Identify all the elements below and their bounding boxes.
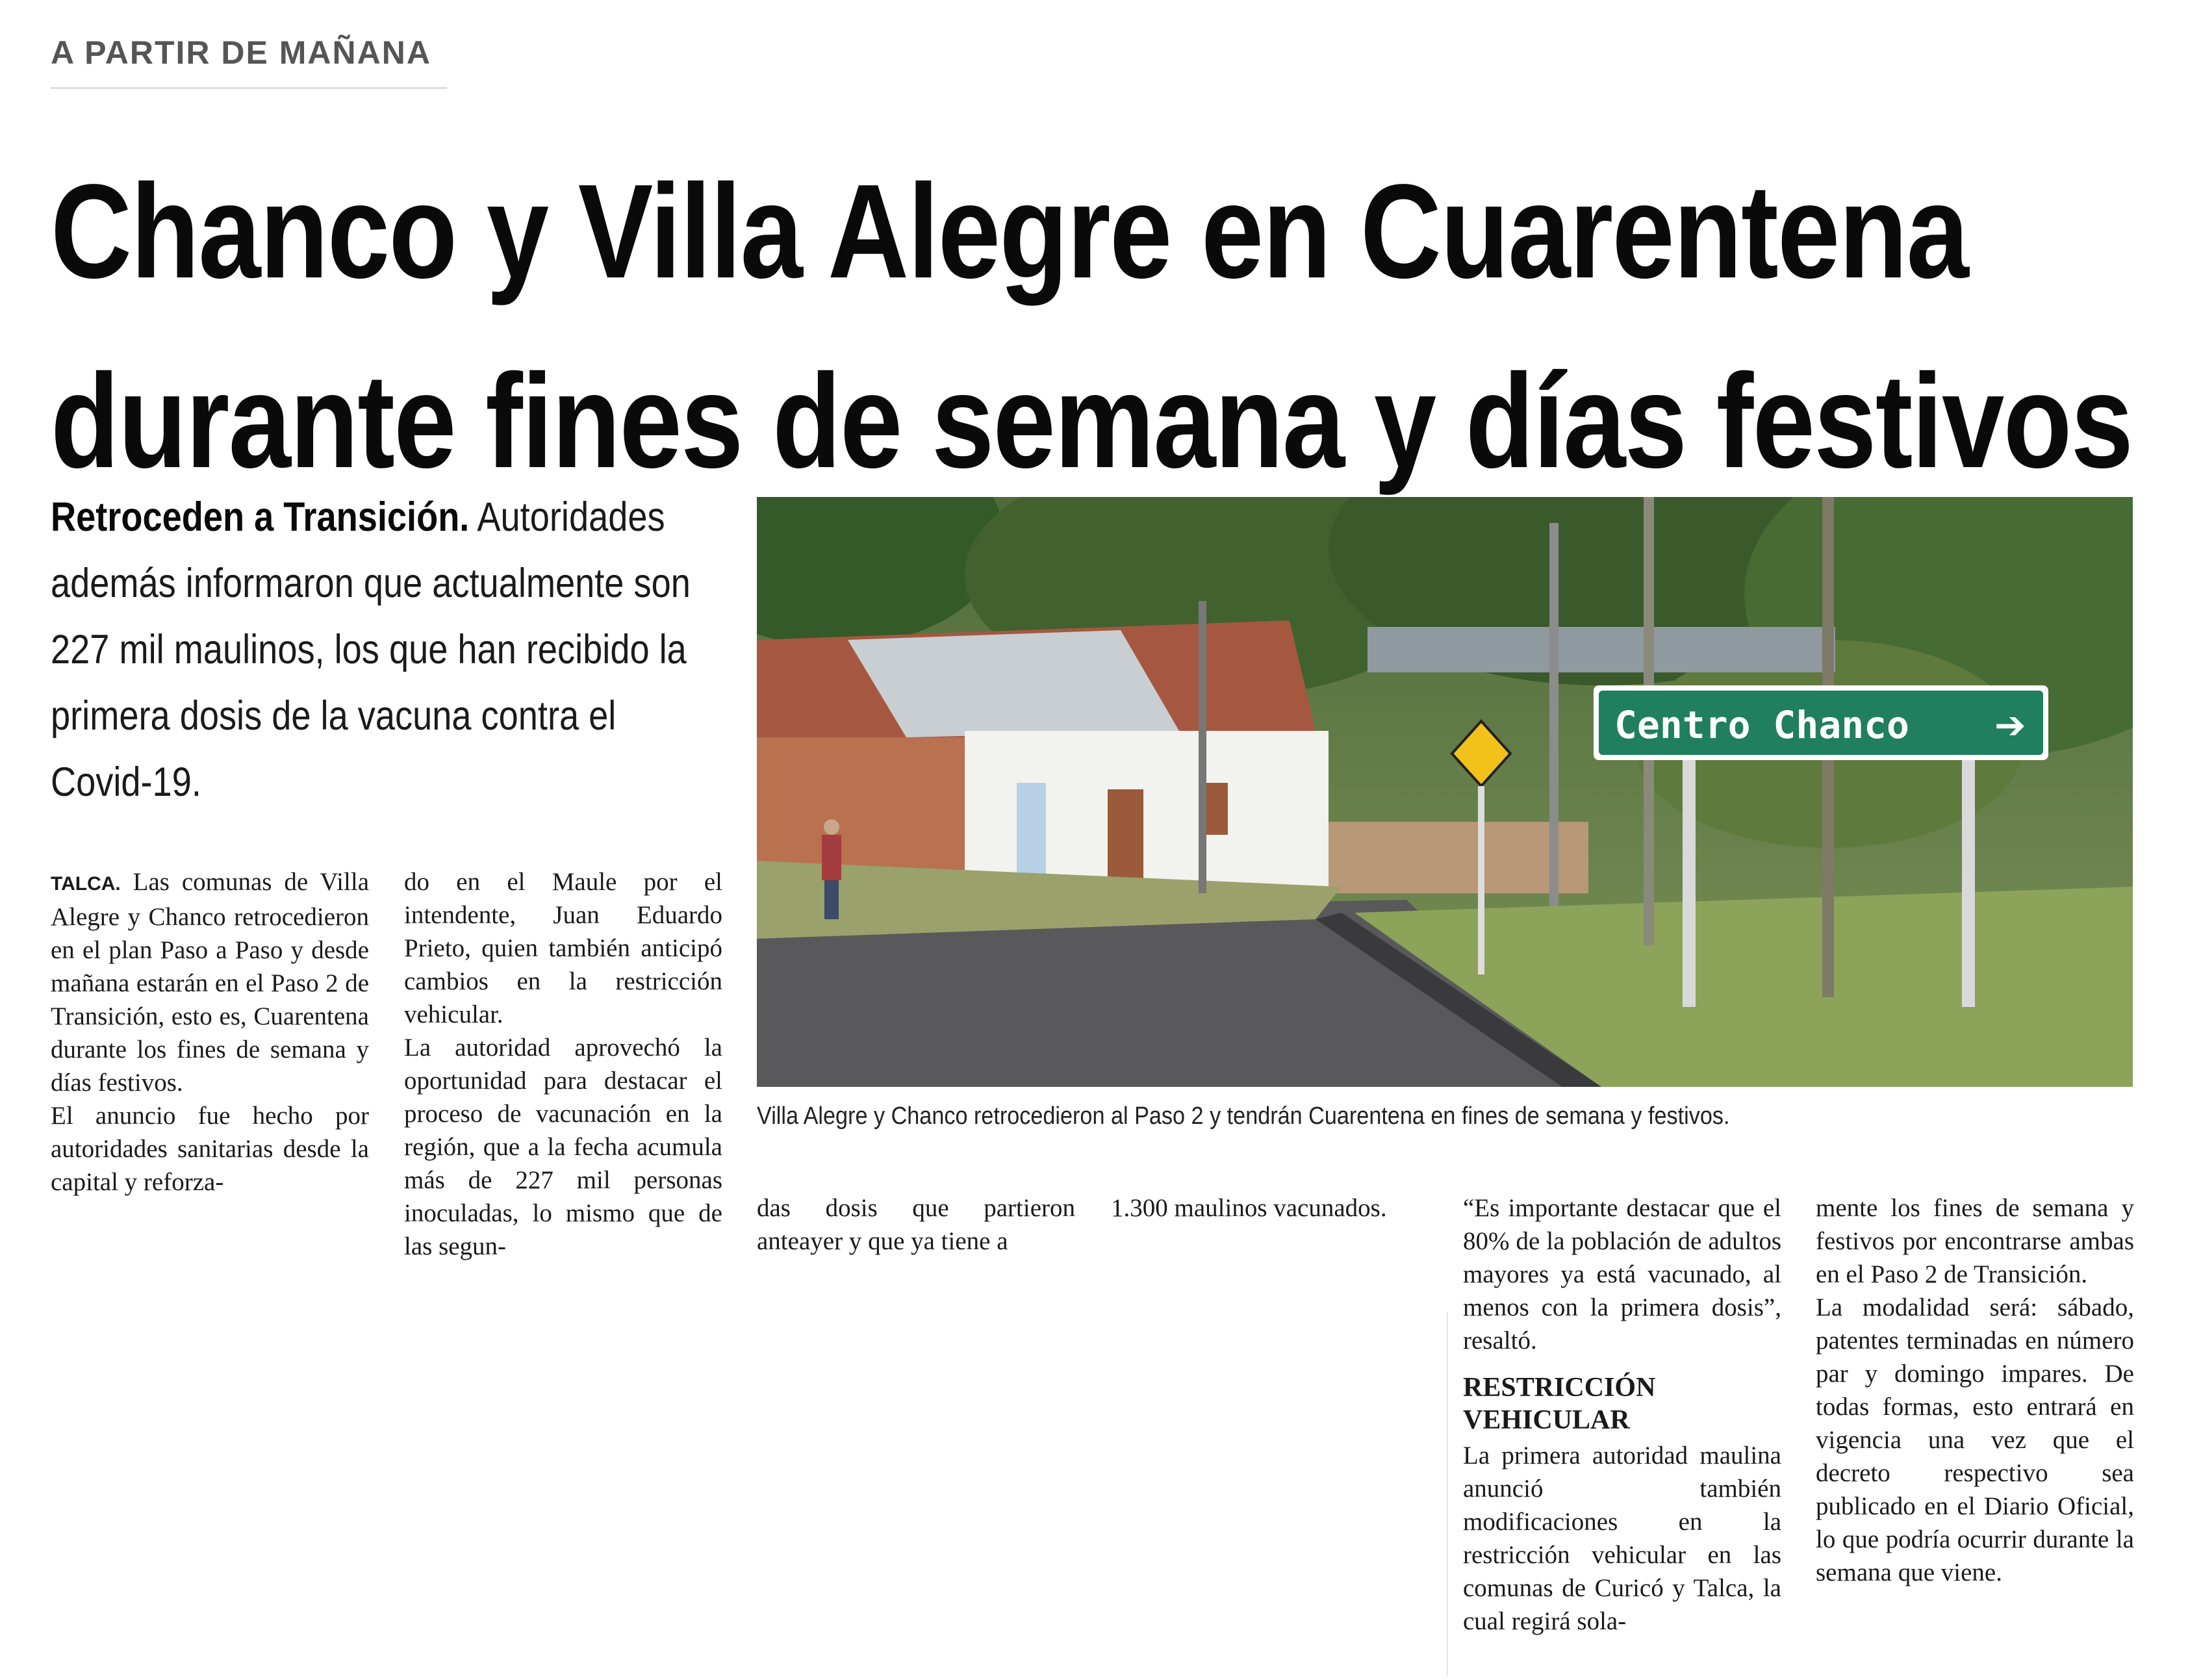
body-column-6 — [1816, 1191, 2134, 1589]
sign-arrow-icon: ➔ — [1994, 703, 2026, 747]
body-column-4 — [1111, 1191, 1429, 1225]
photo-caption: Villa Alegre y Chanco retrocedieron al Paso 2 y tendrán Cuarentena en fines de semana y festivos. — [757, 1102, 1730, 1130]
column-divider — [1447, 1312, 1448, 1676]
kicker-divider — [51, 87, 447, 89]
col4-paragraph-1: 1.300 maulinos vacunados. — [1111, 1194, 1387, 1222]
street-scene-illustration — [757, 497, 2133, 1087]
col3-paragraph-1: das dosis que partieron anteayer y que ya tiene a — [757, 1194, 1075, 1255]
deck-lead: Retroceden a Transición. — [51, 494, 470, 540]
section-kicker: A PARTIR DE MAÑANA — [51, 34, 431, 71]
subhead-restriccion: RESTRICCIÓN VEHICULAR — [1463, 1373, 1656, 1435]
col2-paragraph-2: La autoridad aprovechó la oportunidad para destacar el proceso de vacunación en la región, que a la fecha acumula más de 227 mil personas inoculadas, lo mismo que de las segun- — [404, 1034, 722, 1260]
body-column-2 — [404, 865, 722, 1263]
headline-line-1: Chanco y Villa Alegre en Cuarentena — [51, 157, 1968, 306]
col5-paragraph-1: “Es importante destacar que el 80% de la población de adultos mayores ya está vacunado, al menos con la primera dosis”, resaltó. — [1463, 1194, 1781, 1355]
col6-paragraph-2: La modalidad será: sábado, patentes terminadas en número par y domingo impares. De todas formas, esto entrará en vigencia una vez que el decreto respectivo sea publicado en el Diario Oficial, lo que podría ocurrir durante la semana que viene. — [1816, 1293, 2134, 1586]
col1-paragraph-1: Las comunas de Villa Alegre y Chanco retrocedieron en el plan Paso a Paso y desde mañana estarán en el Paso 2 de Transición, esto es, Cuarentena durante los fines de semana y días festivos. — [51, 868, 369, 1097]
article-photo — [757, 497, 2133, 1087]
body-column-1 — [51, 865, 369, 1199]
deck — [51, 484, 727, 815]
sign-label: Centro Chanco — [1614, 703, 1909, 747]
col6-paragraph-1: mente los fines de semana y festivos por encontrarse ambas en el Paso 2 de Transición. — [1816, 1194, 2134, 1288]
headline-line-2: durante fines de semana y días festivos — [51, 346, 2133, 496]
body-column-5 — [1463, 1191, 1781, 1638]
col5-paragraph-2: La primera autoridad maulina anunció también modificaciones en la restricción vehicular en las comunas de Curicó y Talca, la cual regirá sola- — [1463, 1442, 1781, 1635]
body-column-3 — [757, 1191, 1075, 1258]
col2-paragraph-1: do en el Maule por el intendente, Juan Eduardo Prieto, quien también anticipó cambios en la restricción vehicular. — [404, 868, 722, 1028]
col1-paragraph-2: El anuncio fue hecho por autoridades sanitarias desde la capital y reforza- — [51, 1102, 369, 1196]
deck-text: Autoridades además informaron que actualmente son 227 mil maulinos, los que han recibido la primera dosis de la vacuna contra el Covid-19. — [51, 494, 691, 805]
dateline: TALCA. — [51, 873, 121, 895]
headline — [51, 136, 2133, 516]
